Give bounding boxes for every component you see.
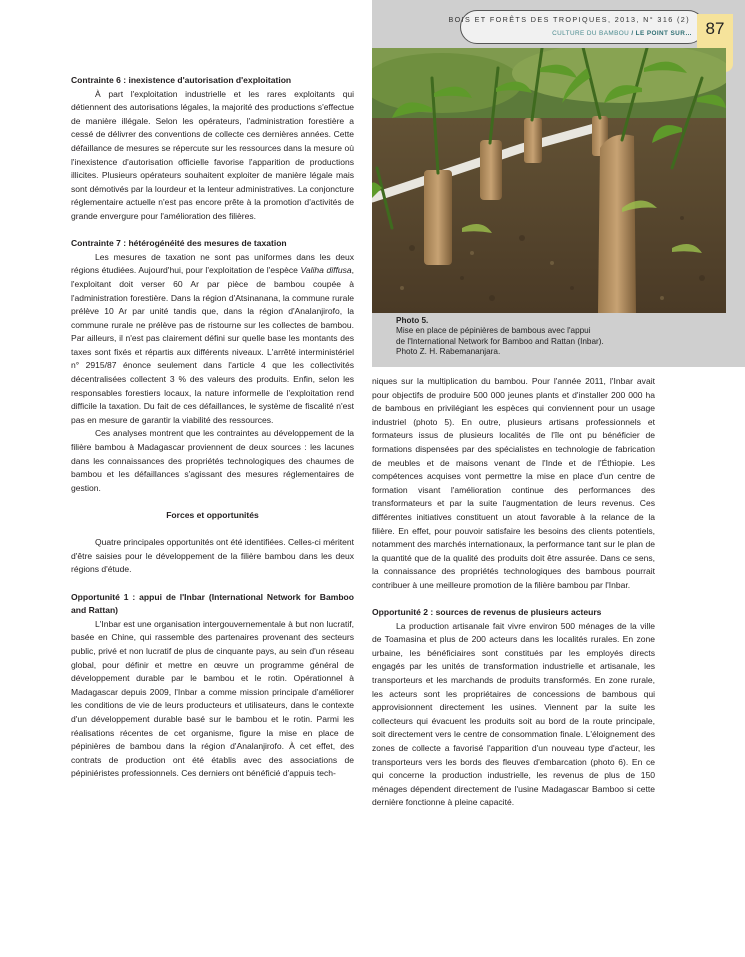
heading-contrainte-7: Contrainte 7 : hétérogénéité des mesures de taxation: [71, 238, 287, 249]
paragraph-contrainte-7: [71, 251, 354, 428]
paragraph-opportunite-2: La production artisanale fait vivre environ 500 ménages de la ville de Toamasina et plus de 200 acteurs dans les localités rurales. En zone urbaine, les bénéficiaires sont constitués par les employés directs engagés par les unités de transformation industrielle et artisanale, les transporteurs et les marchands de produits transformés. En zone rurale, les acteurs sont les propriétaires de concessions de bambous qui approvisionnent directement les usines. Viennent par la suite les collecteurs qui évacuent les produits soit au bord de la route principale, soit directement vers le centre de consommation finale. L'éloignement des zones de collecte a favorisé l'apparition d'un nouveau type d'acteur, les transporteurs vers les bords des fleuves d'embarcation (photo 6). En ce qui concerne la production industrielle, les revenus de plus de 150 ménages dépendent directement de l'usine Madagascar Bamboo si cette dernière fonctionne à pleine capacité.: [372, 620, 655, 808]
page-number: 87: [697, 14, 733, 72]
section-name: CULTURE DU BAMBOU: [552, 30, 630, 37]
paragraph-contrainte-7-part-b: , l'exploitant doit verser 60 Ar par pièce de bambou coupée à l'administration forestière. Dans la région d'Atsinanana, la commune rurale prélève 10 Ar par unité tandis que, dans la région d'Analanjirofo, la commune rurale ne prélève pas de ristourne sur les collectes de bambou. Par ailleurs, il n'est pas clairement défini sur quelle base les montants des taxes sont fixés et répartis aux différents niveaux. L'arrêté interministériel n° 2915/87 énonce seulement dans l'article 4 que les collectivités décentralisées collectent 3 % des valeurs des produits. Enfin, selon les responsables forestiers locaux, la nature informelle de l'exploitation rend difficile la taxation. Du fait de ces défaillances, le système de fiscalité n'est pas en mesure de garantir la viabilité des ressources.: [71, 265, 355, 425]
photo-credit: Photo Z. H. Rabemananjara.: [396, 347, 501, 357]
paragraph-analyses: Ces analyses montrent que les contraintes au développement de la filière bambou à Madagascar proviennent de deux sources : les lacunes dans les connaissances des propriétés technologiques des chaumes de bambou et les défaillances s'agissant des mesures réglementaires de gestion.: [71, 428, 354, 493]
species-name: Valiha diffusa: [300, 265, 352, 276]
journal-header: [448, 10, 705, 44]
section-line: [552, 30, 692, 37]
bamboo-nursery-photo: [372, 48, 726, 313]
heading-forces-opportunites: Forces et opportunités: [166, 510, 259, 520]
left-column: [71, 74, 354, 781]
caption-line-2: de l'International Network for Bamboo and Rattan (Inbar).: [396, 336, 604, 346]
section-bold: LE POINT SUR…: [635, 30, 692, 37]
section-separator: /: [629, 30, 636, 37]
heading-contrainte-6: Contrainte 6 : inexistence d'autorisation d'exploitation: [71, 75, 292, 85]
paragraph-contrainte-6: À part l'exploitation industrielle et les rares exploitants qui détiennent des autorisations légales, la majorité des productions s'effectue de manière illégale. Selon les opérateurs, l'administration forestière a cessé de délivrer des conventions de collecte ces dernières années. Cette défaillance de mesures se répercute sur les ressources dans la mesure où l'inexistence d'autorisation officielle favorise l'apparition de productions illicites. Plusieurs opérateurs souhaitent exploiter de manière légale mais sont démotivés par la lourdeur et la lenteur administratives. La conjoncture réglementaire actuelle n'est pas encore prête à la promotion d'activités de grande envergure pour l'amélioration des filières.: [71, 88, 354, 221]
paragraph-inbar-continued: niques sur la multiplication du bambou. Pour l'année 2011, l'Inbar avait pour objectifs de produire 500 000 jeunes plants et d'installer 200 000 ha de bambous en privilégiant les espèces qui conviennent pour un usage industriel (photo 5). En outre, plusieurs artisans professionnels et formateurs issus de plusieurs localités de l'île ont pu bénéficier de formations dispensées par des spécialistes en technologie de fabrication de meubles et de maisons venant de l'Inde et de l'Éthiopie. Les compétences acquises vont permettre la mise en place d'un centre de formation visant l'amélioration continue des performances des transformateurs et par la suite l'augmentation de leurs revenus. Ces différentes initiatives constituent un atout favorable à la relance de la filière. En effet, pour pouvoir satisfaire les besoins des clients potentiels, notamment des marchés internationaux, la performance tant sur le plan de la quantité que de la qualité des produits doit être assurée. Dans ce sens, la connaissance des propriétés technologiques des bambous pourrait contribuer à une meilleure promotion de la filière bambou par l'Inbar.: [372, 376, 655, 590]
paragraph-contrainte-7-part-a: Les mesures de taxation ne sont pas uniformes dans les deux régions étudiées. Aujourd'hui, pour l'exploitation de l'espèce: [71, 251, 354, 276]
caption-line-1: Mise en place de pépinières de bambous avec l'appui: [396, 326, 591, 336]
heading-opportunite-2: Opportunité 2 : sources de revenus de plusieurs acteurs: [372, 607, 602, 618]
paragraph-forces: Quatre principales opportunités ont été identifiées. Celles-ci méritent d'être saisies pour le développement de la filière bambou dans les deux régions d'étude.: [71, 537, 354, 575]
right-column: [372, 375, 655, 810]
photo-label: Photo 5.: [396, 316, 429, 325]
photo-caption: [396, 316, 716, 358]
journal-title: BOIS ET FORÊTS DES TROPIQUES, 2013, N° 316 (2): [448, 15, 690, 24]
heading-opportunite-1: Opportunité 1 : appui de l'Inbar (International Network for Bamboo and Rattan): [71, 591, 354, 616]
paragraph-opportunite-1: L'Inbar est une organisation intergouvernementale à but non lucratif, basée en Chine, qui rassemble des partenaires provenant des secteurs public, privé et non lucratif de plus de cinquante pays, au sein d'un réseau global, pour définir et mettre en œuvre un programme général de développement durable par le bambou et le rotin. Opérationnel à Madagascar depuis 2009, l'Inbar a comme mission principale d'améliorer les conditions de vie de leurs producteurs et utilisateurs, dans le contexte d'un développement durable basé sur le bambou et le rotin. Parmi les réalisations récentes de cet organisme, figure la mise en place de pépinières de bambou dans la région d'Analanjirofo. À cet effet, des contrats de production ont été établis avec des associations de pépiniéristes professionnels. Ces derniers ont bénéficié d'appuis tech-: [71, 618, 354, 779]
